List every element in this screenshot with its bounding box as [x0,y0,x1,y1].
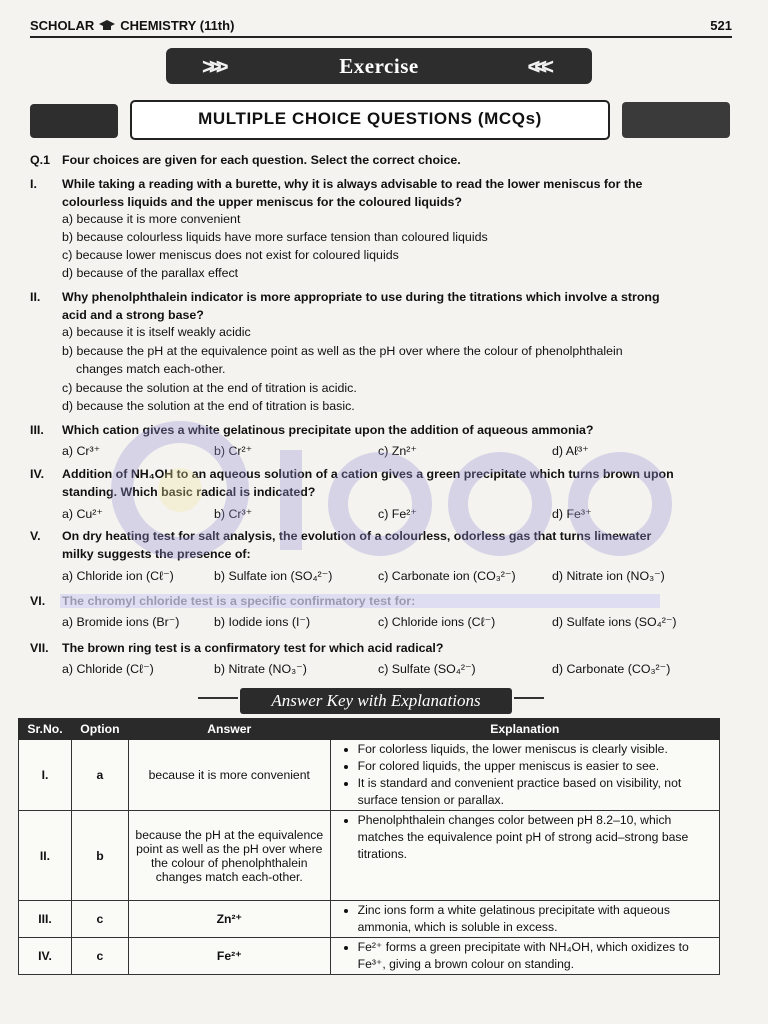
option-cell: c [71,901,128,938]
column-header: Explanation [330,719,719,740]
question-item [30,176,732,282]
explanation-cell [330,811,719,901]
option[interactable]: b) because colourless liquids have more surface tension than coloured liquids [62,230,488,244]
option[interactable]: b) Nitrate (NO₃⁻) [214,662,307,676]
answer-table [18,718,720,975]
table-row [19,938,720,975]
chevron-left-icon: <<< [527,54,548,79]
brand-name: SCHOLAR [30,18,95,33]
option[interactable]: a) Chloride ion (Cℓ⁻) [62,569,174,583]
option[interactable]: c) Chloride ions (Cℓ⁻) [378,615,496,629]
option[interactable]: c) Zn²⁺ [378,444,417,458]
question-text [62,289,732,324]
page-number: 521 [710,18,732,33]
answer-cell: because the pH at the equivalence point as well as the pH over where the colour of phenolphthalein changes match each-other. [128,811,330,901]
question-number: VI. [30,594,46,608]
option[interactable]: c) Carbonate ion (CO₃²⁻) [378,569,516,583]
column-header: Option [71,719,128,740]
option[interactable]: a) Chloride (Cℓ⁻) [62,662,154,676]
decorative-bar-left [30,104,118,138]
option-cell: b [71,811,128,901]
sr-cell: II. [19,811,72,901]
column-header: Sr.No. [19,719,72,740]
question-text: Which cation gives a white gelatinous precipitate upon the addition of aqueous ammonia? [62,423,594,437]
option[interactable]: d) Fe³⁺ [552,507,592,521]
option-cell: a [71,740,128,811]
answer-key-banner [240,688,512,714]
instruction-text: Four choices are given for each question. Select the correct choice. [62,153,461,167]
table-row [19,740,720,811]
explanation-point: • For colorless liquids, the lower meniscus is clearly visible. [358,741,712,758]
option[interactable]: b) Sulfate ion (SO₄²⁻) [214,569,333,583]
question-number: III. [30,423,44,437]
question-line: While taking a reading with a burette, why it is always advisable to read the lower meniscus for the [62,177,643,191]
answer-cell: Fe²⁺ [128,938,330,975]
question-number: IV. [30,467,45,481]
mcq-title: MULTIPLE CHOICE QUESTIONS (MCQs) [198,109,542,128]
explanation-cell [330,938,719,975]
sr-cell: IV. [19,938,72,975]
question-item [30,640,732,680]
sr-cell: I. [19,740,72,811]
decorative-bar-right [622,102,730,138]
exercise-banner [166,48,592,84]
question-item [30,528,732,586]
mcq-heading-row [30,98,730,142]
question-text [62,528,732,563]
question-line: Why phenolphthalein indicator is more appropriate to use during the titrations which involve a strong [62,290,660,304]
question-item [30,289,732,417]
explanation-point: • Fe²⁺ forms a green precipitate with NH₄OH, which oxidizes to Fe³⁺, giving a brown colour on standing. [358,939,712,973]
explanation-point: • Zinc ions form a white gelatinous precipitate with aqueous ammonia, which is soluble in excess. [358,902,712,936]
sr-cell: III. [19,901,72,938]
option[interactable]: d) because the solution at the end of titration is basic. [62,399,355,413]
question-text: The brown ring test is a confirmatory test for which acid radical? [62,641,444,655]
question-number: II. [30,290,41,304]
option[interactable]: d) Nitrate ion (NO₃⁻) [552,569,665,583]
option[interactable]: b) Iodide ions (I⁻) [214,615,311,629]
column-header: Answer [128,719,330,740]
explanation-point: • Phenolphthalein changes color between pH 8.2–10, which matches the equivalence point pH of strong acid–strong base titrations. [358,812,712,863]
mcq-heading-box [130,100,610,140]
subject-title: CHEMISTRY (11th) [120,18,235,33]
question-line: milky suggests the presence of: [62,546,251,561]
table-header-row [19,719,720,740]
answer-cell: because it is more convenient [128,740,330,811]
question-line: On dry heating test for salt analysis, the evolution of a colourless, odorless gas that turns limewater [62,529,652,543]
question-item [30,466,732,524]
explanation-cell [330,740,719,811]
question-number: VII. [30,641,49,655]
question-line: Addition of NH₄OH to an aqueous solution of a cation gives a green precipitate which turns brown upon [62,467,674,481]
option-continuation: changes match each-other. [76,362,226,376]
option[interactable]: a) Bromide ions (Br⁻) [62,615,180,629]
exercise-title: Exercise [339,54,419,78]
divider-line [198,697,238,699]
answer-key-title: Answer Key with Explanations [271,691,481,710]
option[interactable]: a) Cu²⁺ [62,507,103,521]
explanation-cell [330,901,719,938]
option[interactable]: d) because of the parallax effect [62,266,239,280]
option[interactable]: d) Carbonate (CO₃²⁻) [552,662,671,676]
option[interactable]: c) Sulfate (SO₄²⁻) [378,662,476,676]
question-line: acid and a strong base? [62,307,204,322]
option[interactable]: d) Aℓ³⁺ [552,444,589,458]
option[interactable]: c) because the solution at the end of titration is acidic. [62,381,357,395]
page-header [30,14,732,38]
table-row [19,811,720,901]
option[interactable]: c) Fe²⁺ [378,507,417,521]
option[interactable]: b) because the pH at the equivalence point as well as the pH over where the colour of phenolphthalein [62,344,623,358]
question-text [62,176,732,211]
option[interactable]: b) Cr³⁺ [214,507,253,521]
option[interactable]: a) Cr³⁺ [62,444,101,458]
option[interactable]: a) because it is more convenient [62,212,241,226]
question-number: V. [30,529,41,543]
graduation-cap-icon [99,20,115,32]
question-text [62,466,732,501]
explanation-point: • It is standard and convenient practice based on visibility, not surface tension or parallax. [358,775,712,809]
answer-cell: Zn²⁺ [128,901,330,938]
question-number: Q.1 [30,153,50,167]
chevron-right-icon: >>> [202,54,223,79]
option[interactable]: a) because it is itself weakly acidic [62,325,251,339]
option[interactable]: c) because lower meniscus does not exist for coloured liquids [62,248,399,262]
table-row [19,901,720,938]
explanation-point: • For colored liquids, the upper meniscus is easier to see. [358,758,712,775]
option[interactable]: b) Cr²⁺ [214,444,253,458]
watermark-band [60,594,660,608]
question-line: colourless liquids and the upper meniscus for the coloured liquids? [62,194,462,209]
question-line: standing. Which basic radical is indicated? [62,484,316,499]
option-cell: c [71,938,128,975]
question-number: I. [30,177,37,191]
divider-line [514,697,544,699]
option[interactable]: d) Sulfate ions (SO₄²⁻) [552,615,677,629]
question-item [30,422,732,462]
